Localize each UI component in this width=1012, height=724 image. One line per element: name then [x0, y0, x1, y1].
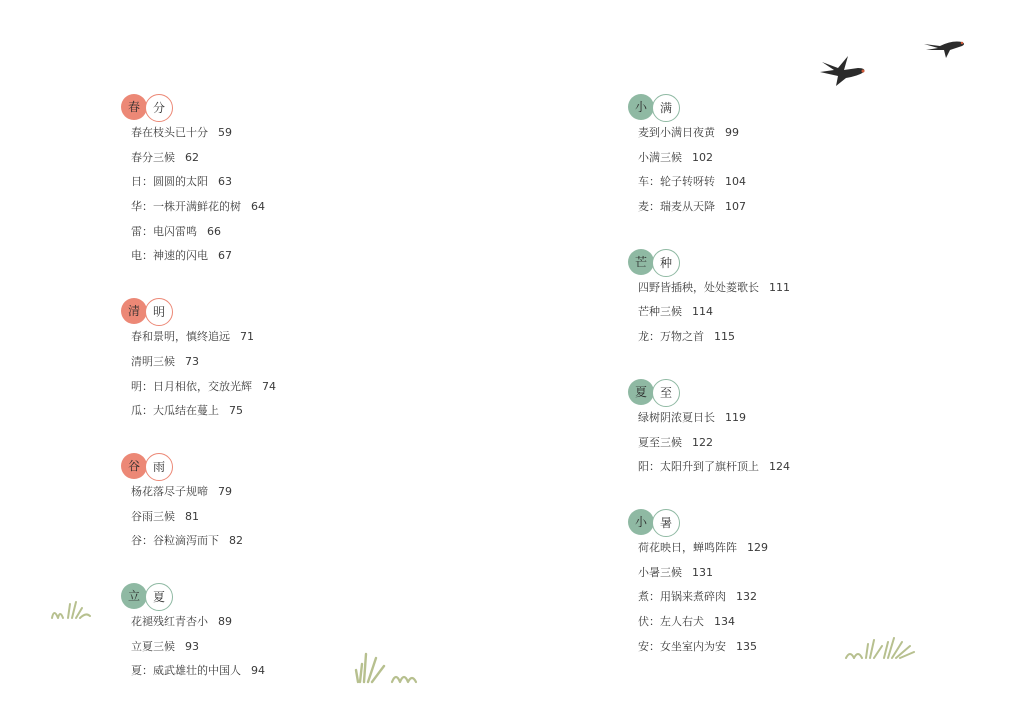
toc-entry-title: 春和景明，慎终追远	[131, 330, 230, 344]
toc-entry-title: 安：女坐室内为安	[638, 639, 726, 653]
toc-entry-page-number: 122	[692, 435, 713, 449]
toc-entry-page-number: 59	[218, 126, 232, 139]
toc-entry-title: 麦到小满日夜黄	[638, 126, 715, 139]
toc-entry-title: 日：圆圆的太阳	[131, 175, 208, 189]
toc-entry-title: 雷：电闪雷鸣	[131, 224, 197, 238]
solar-term-char: 分	[145, 94, 173, 122]
toc-entry-title: 杨花落尽子规啼	[131, 484, 208, 498]
solar-term-badge	[628, 379, 688, 407]
toc-entry-title: 车：轮子转呀转	[638, 175, 715, 189]
solar-term-char: 暑	[652, 509, 680, 537]
toc-entry-page-number: 107	[725, 200, 746, 214]
toc-entry-page-number: 114	[692, 305, 713, 319]
toc-entry-page-number: 93	[185, 639, 199, 653]
toc-entry-title: 夏至三候	[638, 435, 682, 449]
toc-entry[interactable]	[628, 305, 958, 330]
toc-entry-title: 麦：瑞麦从天降	[638, 200, 715, 214]
toc-entry-page-number: 134	[714, 614, 735, 628]
toc-entry-title: 小满三候	[638, 150, 682, 164]
grass-icon	[50, 598, 94, 620]
toc-entry-title: 瓜：大瓜结在蔓上	[131, 404, 219, 418]
solar-term-char: 芒	[628, 249, 654, 275]
toc-section	[121, 298, 451, 429]
toc-column-right	[628, 94, 958, 688]
toc-entry-title: 伏：左人右犬	[638, 614, 704, 628]
solar-term-char: 立	[121, 583, 147, 609]
toc-entry[interactable]	[121, 510, 451, 535]
toc-entry-page-number: 82	[229, 534, 243, 548]
toc-entry-page-number: 99	[725, 126, 739, 139]
toc-entry-page-number: 131	[692, 565, 713, 579]
toc-section	[121, 453, 451, 559]
toc-entry-page-number: 66	[207, 224, 221, 238]
solar-term-badge	[628, 509, 688, 537]
solar-term-char: 清	[121, 298, 147, 324]
toc-section	[121, 94, 451, 274]
toc-entry-page-number: 81	[185, 509, 199, 523]
toc-entry-title: 绿树阴浓夏日长	[638, 410, 715, 424]
toc-entry-page-number: 75	[229, 404, 243, 418]
toc-entry-title: 谷：谷粒滴泻而下	[131, 534, 219, 548]
solar-term-char: 夏	[628, 379, 654, 405]
solar-term-badge	[121, 298, 181, 326]
toc-entry[interactable]	[121, 355, 451, 380]
toc-entry-title: 电：神速的闪电	[131, 249, 208, 263]
toc-entry-page-number: 129	[747, 540, 768, 554]
toc-entry-title: 夏：威武雄壮的中国人	[131, 664, 241, 678]
toc-entry-page-number: 102	[692, 150, 713, 164]
toc-entry[interactable]	[121, 615, 451, 640]
toc-entry[interactable]	[121, 485, 451, 510]
toc-entry[interactable]	[628, 566, 958, 591]
solar-term-char: 至	[652, 379, 680, 407]
solar-term-char: 明	[145, 298, 173, 326]
toc-entry[interactable]	[121, 534, 451, 559]
solar-term-char: 春	[121, 94, 147, 120]
toc-entry-title: 春在枝头已十分	[131, 126, 208, 139]
toc-entry-page-number: 74	[262, 379, 276, 393]
solar-term-char: 满	[652, 94, 680, 122]
toc-entry[interactable]	[628, 281, 958, 306]
toc-entry[interactable]	[121, 249, 451, 274]
toc-entry[interactable]	[121, 151, 451, 176]
solar-term-char: 小	[628, 94, 654, 120]
toc-entry-title: 四野皆插秧，处处菱歌长	[638, 280, 759, 294]
toc-entry-page-number: 79	[218, 484, 232, 498]
toc-entry[interactable]	[628, 460, 958, 485]
toc-entry[interactable]	[628, 330, 958, 355]
toc-entry-title: 小暑三候	[638, 565, 682, 579]
toc-entry[interactable]	[628, 151, 958, 176]
toc-entry[interactable]	[121, 225, 451, 250]
toc-entry[interactable]	[121, 175, 451, 200]
toc-entry-page-number: 119	[725, 410, 746, 424]
toc-entry[interactable]	[628, 411, 958, 436]
toc-entry-page-number: 132	[736, 590, 757, 604]
toc-entry-page-number: 64	[251, 200, 265, 214]
toc-entry[interactable]	[121, 126, 451, 151]
solar-term-char: 种	[652, 249, 680, 277]
toc-entry-page-number: 135	[736, 639, 757, 653]
toc-entry-page-number: 94	[251, 664, 265, 678]
solar-term-badge	[121, 583, 181, 611]
toc-entry-page-number: 73	[185, 354, 199, 368]
toc-entry-page-number: 111	[769, 280, 790, 294]
toc-section	[628, 379, 958, 485]
toc-entry-page-number: 67	[218, 249, 232, 263]
toc-entry[interactable]	[121, 380, 451, 405]
toc-section	[628, 249, 958, 355]
solar-term-badge	[628, 249, 688, 277]
toc-entry[interactable]	[628, 126, 958, 151]
toc-entry-title: 煮：用锅来煮碎肉	[638, 590, 726, 604]
toc-entry-title: 华：一株开满鲜花的树	[131, 200, 241, 214]
toc-entry-page-number: 62	[185, 150, 199, 164]
solar-term-badge	[121, 94, 181, 122]
toc-entry[interactable]	[121, 404, 451, 429]
grass-icon	[844, 634, 918, 660]
toc-entry[interactable]	[628, 541, 958, 566]
solar-term-char: 雨	[145, 453, 173, 481]
toc-entry-page-number: 115	[714, 330, 735, 344]
swallow-icon	[818, 52, 870, 88]
toc-entry-page-number: 104	[725, 175, 746, 189]
solar-term-badge	[628, 94, 688, 122]
toc-entry[interactable]	[628, 200, 958, 225]
toc-entry-page-number: 124	[769, 460, 790, 474]
solar-term-char: 小	[628, 509, 654, 535]
toc-section	[628, 94, 958, 225]
toc-column-left	[121, 94, 451, 713]
toc-entry-title: 春分三候	[131, 150, 175, 164]
toc-entry-page-number: 89	[218, 614, 232, 628]
toc-entry-title: 清明三候	[131, 354, 175, 368]
toc-entry-title: 花褪残红青杏小	[131, 614, 208, 628]
toc-entry-title: 芒种三候	[638, 305, 682, 319]
solar-term-badge	[121, 453, 181, 481]
toc-entry-title: 立夏三候	[131, 639, 175, 653]
toc-entry[interactable]	[121, 330, 451, 355]
toc-entry-title: 阳：太阳升到了旗杆顶上	[638, 460, 759, 474]
toc-entry-page-number: 71	[240, 330, 254, 344]
solar-term-char: 谷	[121, 453, 147, 479]
toc-entry[interactable]	[121, 200, 451, 225]
toc-entry[interactable]	[628, 436, 958, 461]
swallow-icon	[922, 36, 966, 60]
grass-icon	[354, 648, 424, 684]
toc-entry[interactable]	[628, 175, 958, 200]
toc-entry-page-number: 63	[218, 175, 232, 189]
toc-entry-title: 明：日月相依，交放光辉	[131, 379, 252, 393]
solar-term-char: 夏	[145, 583, 173, 611]
toc-entry-title: 龙：万物之首	[638, 330, 704, 344]
toc-entry[interactable]	[628, 590, 958, 615]
toc-entry-title: 谷雨三候	[131, 509, 175, 523]
toc-entry-title: 荷花映日，蝉鸣阵阵	[638, 540, 737, 554]
